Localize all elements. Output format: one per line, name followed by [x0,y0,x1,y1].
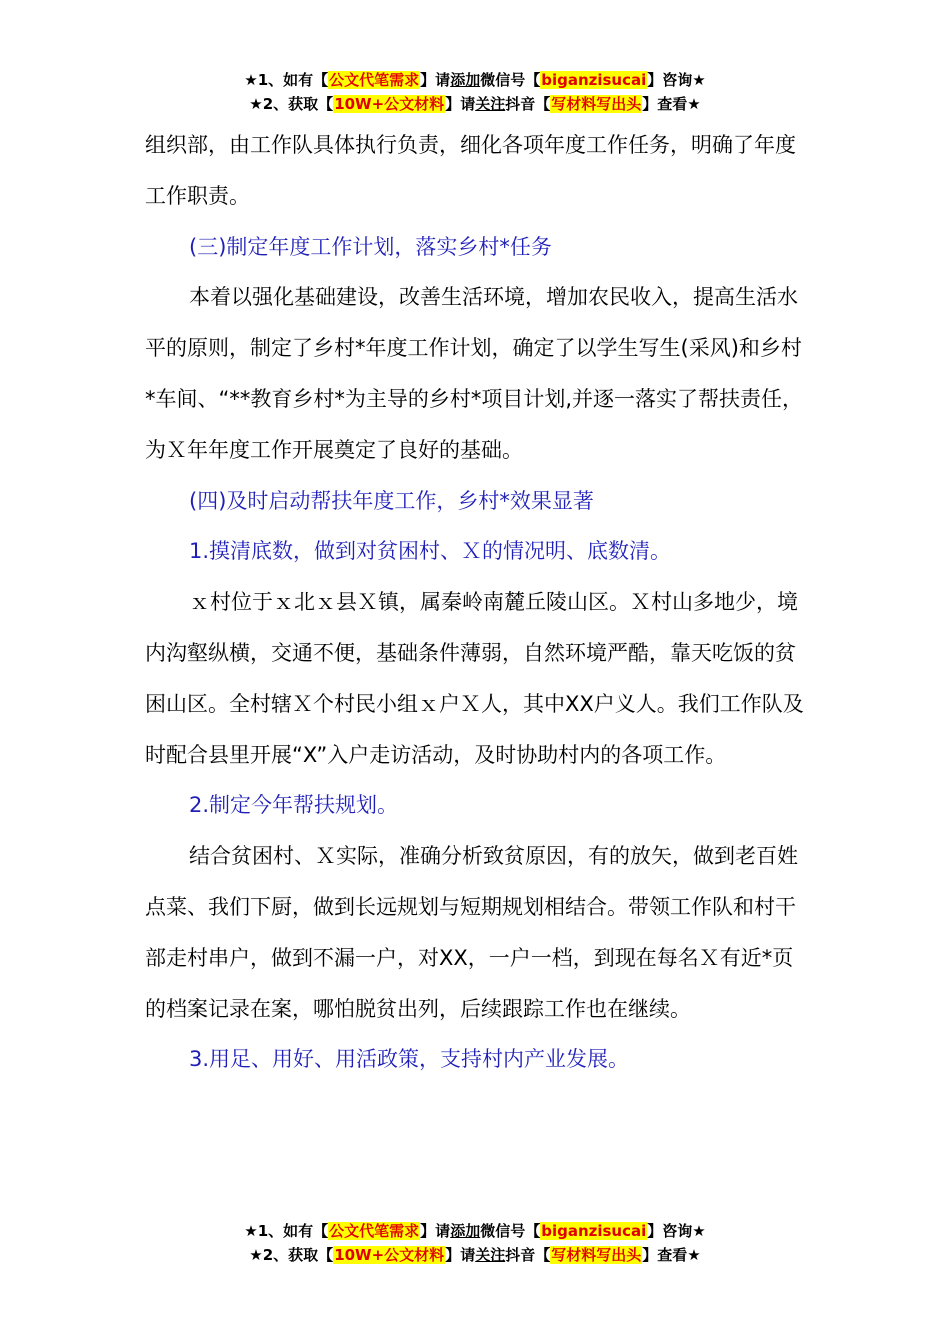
header-banner [0,68,950,116]
highlight-service: 公文代笔需求 [329,71,420,89]
banner-line-1: ★1、如有【公文代笔需求】请添加微信号【biganzisucai】咨询★ [244,71,706,89]
highlight-service: 公文代笔需求 [329,1222,420,1240]
banner-line-2: ★2、获取【10W+公文材料】请关注抖音【写材料写出头】查看★ [249,95,701,113]
banner-line-1: ★1、如有【公文代笔需求】请添加微信号【biganzisucai】咨询★ [244,1222,706,1240]
highlight-wechat-id: biganzisucai [541,71,647,89]
footer-banner [0,1219,950,1267]
subsection-heading: 1.摸清底数，做到对贫困村、Ｘ的情况明、底数清。 [189,539,672,564]
highlight-douyin-account: 写材料写出头 [551,1246,642,1264]
section-heading: (四)及时启动帮扶年度工作，乡村*效果显著 [189,488,594,513]
highlight-wechat-id: biganzisucai [541,1222,647,1240]
banner-line-2: ★2、获取【10W+公文材料】请关注抖音【写材料写出头】查看★ [249,1246,701,1264]
highlight-douyin-account: 写材料写出头 [551,95,642,113]
document-body [145,120,810,1085]
subsection-heading: 3.用足、用好、用活政策，支持村内产业发展。 [189,1047,630,1072]
body-paragraph: 结合贫困村、Ｘ实际，准确分析致贫原因，有的放矢，做到老百姓点菜、我们下厨，做到长远规划与短期规划相结合。带领工作队和村干部走村串户，做到不漏一户，对XX，一户一档，到现在每名Ｘ有近*页的档案记录在案，哪怕脱贫出列，后续跟踪工作也在继续。 [145,844,798,1021]
subsection-heading: 2.制定今年帮扶规划。 [189,793,399,818]
section-heading: (三)制定年度工作计划，落实乡村*任务 [189,234,552,259]
body-paragraph: 本着以强化基础建设，改善生活环境，增加农民收入，提高生活水平的原则，制定了乡村*年度工作计划，确定了以学生写生(采风)和乡村*车间、“**教育乡村*为主导的乡村*项目计划,并逐一落实了帮扶责任，为Ｘ年年度工作开展奠定了良好的基础。 [145,285,804,462]
body-paragraph: 组织部，由工作队具体执行负责，细化各项年度工作任务，明确了年度工作职责。 [145,133,796,208]
highlight-materials: 10W+公文材料 [334,95,445,113]
highlight-materials: 10W+公文材料 [334,1246,445,1264]
body-paragraph: ｘ村位于ｘ北ｘ县Ｘ镇，属秦岭南麓丘陵山区。Ｘ村山多地少，境内沟壑纵横，交通不便，基础条件薄弱，自然环境严酷，靠天吃饭的贫困山区。全村辖Ｘ个村民小组ｘ户Ｘ人，其中XX户义人。我们工作队及时配合县里开展“X”入户走访活动，及时协助村内的各项工作。 [145,590,804,767]
